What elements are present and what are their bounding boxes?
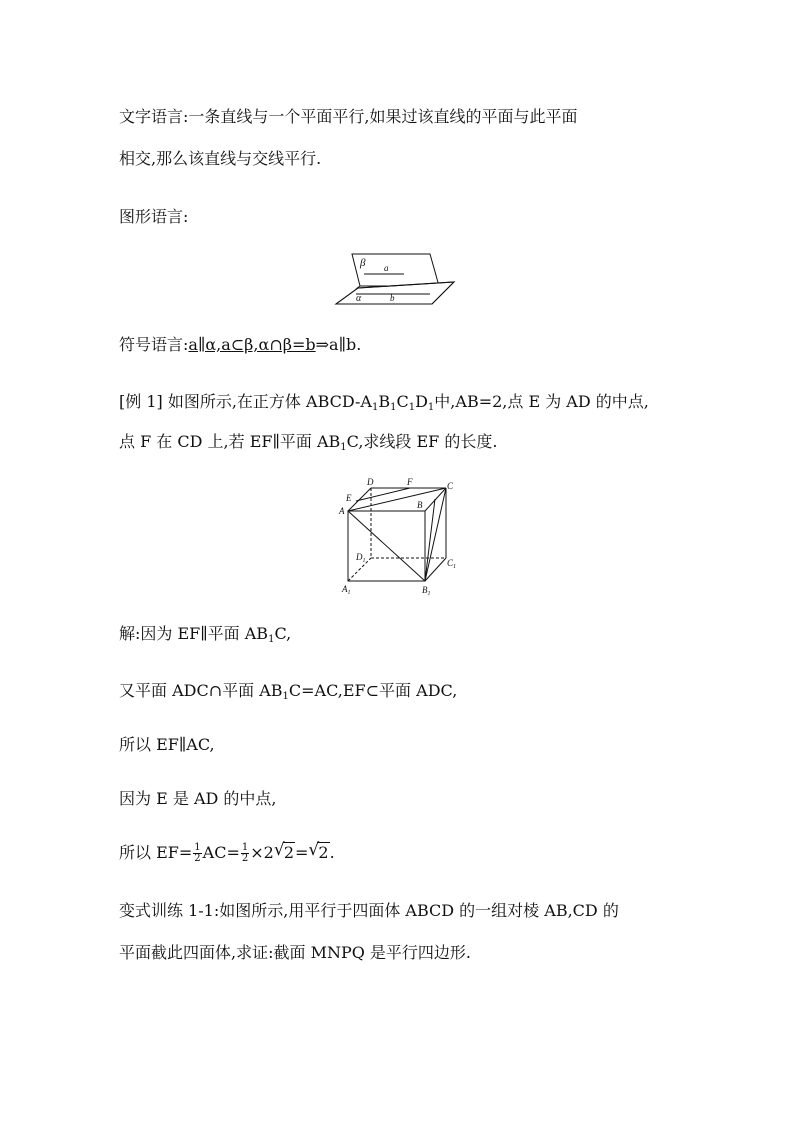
symbol-formula: a∥α,a⊂β,α∩β=b [188, 335, 316, 354]
solution-line-4: 因为 E 是 AD 的中点, [119, 789, 277, 808]
solution-text: . [329, 843, 335, 862]
label-C1: $C_1$ [447, 558, 457, 570]
variant-training-line-2: 平面截此四面体,求证:截面 MNPQ 是平行四边形. [119, 943, 472, 962]
example-text: C,求线段 EF 的长度. [346, 432, 498, 451]
example-1-line-1: [例 1] 如图所示,在正方体 ABCD-$A_1B_1C_1D_1$中,AB=2,点 E 为 AD 的中点, [119, 392, 649, 413]
symbol-conclusion: ⇒a∥b. [315, 335, 362, 354]
solution-line-2 [119, 679, 457, 703]
solution-line-3: 所以 EF∥AC, [119, 735, 215, 754]
subscript: 1 [371, 402, 379, 413]
label-a: a [384, 263, 389, 273]
solution-text: 又平面 ADC∩平面 AB [119, 681, 283, 700]
solution-text: AC= [202, 843, 240, 862]
solution-text: 解:因为 EF∥平面 AB [119, 624, 269, 643]
example-text: [例 1] 如图所示,在正方体 ABCD-A [119, 392, 372, 411]
solution-text: 所以 EF= [119, 843, 193, 862]
label-F: F [407, 477, 413, 487]
paragraph-text-language: 文字语言:一条直线与一个平面平行,如果过该直线的平面与此平面 [119, 107, 578, 126]
subscript: 1 [268, 634, 275, 645]
example-1-line-2 [119, 430, 497, 454]
example-text: 中,AB=2,点 E 为 AD 的中点, [434, 392, 649, 411]
solution-line-1 [119, 622, 291, 646]
label-B1: $B_1$ [422, 585, 431, 597]
label-C: C [447, 481, 454, 491]
label-b: b [390, 293, 395, 303]
sqrt-2: √ 2 [273, 840, 295, 862]
paragraph-graphic-language: 图形语言: [119, 207, 189, 226]
subscript: 1 [427, 402, 435, 413]
solution-line-5 [119, 841, 335, 865]
solution-text: C, [274, 624, 292, 643]
solution-text: C=AC,EF⊂平面 ADC, [288, 681, 458, 700]
label-beta: β [360, 257, 366, 269]
subscript: 1 [408, 402, 416, 413]
label-A1: $A_1$ [342, 584, 351, 596]
paragraph-text-language-cont: 相交,那么该直线与交线平行. [119, 149, 322, 168]
fraction-half: $\frac{1}{2}$ [194, 842, 201, 864]
label-E: E [346, 493, 352, 503]
paragraph-symbol-language [119, 333, 361, 357]
figure-planes [334, 250, 460, 308]
fraction-half: $\frac{1}{2}$ [241, 842, 249, 864]
figure-cube [338, 474, 462, 600]
label-D1: $D_1$ [356, 552, 366, 564]
symbol-label: 符号语言: [119, 335, 189, 354]
sqrt-2: √ 2 [308, 840, 329, 862]
subscript: 1 [282, 691, 289, 702]
subscript: 1 [390, 402, 397, 413]
label-alpha: α [356, 293, 362, 304]
solution-text: ×2 [250, 843, 274, 862]
label-B: B [417, 500, 423, 510]
label-D: D [367, 477, 374, 487]
label-A: A [339, 506, 345, 516]
solution-text: = [295, 843, 309, 862]
subscript: 1 [340, 442, 347, 453]
example-text: 点 F 在 CD 上,若 EF∥平面 AB [119, 432, 341, 451]
variant-training-line-1: 变式训练 1-1:如图所示,用平行于四面体 ABCD 的一组对棱 AB,CD 的 [119, 901, 619, 920]
